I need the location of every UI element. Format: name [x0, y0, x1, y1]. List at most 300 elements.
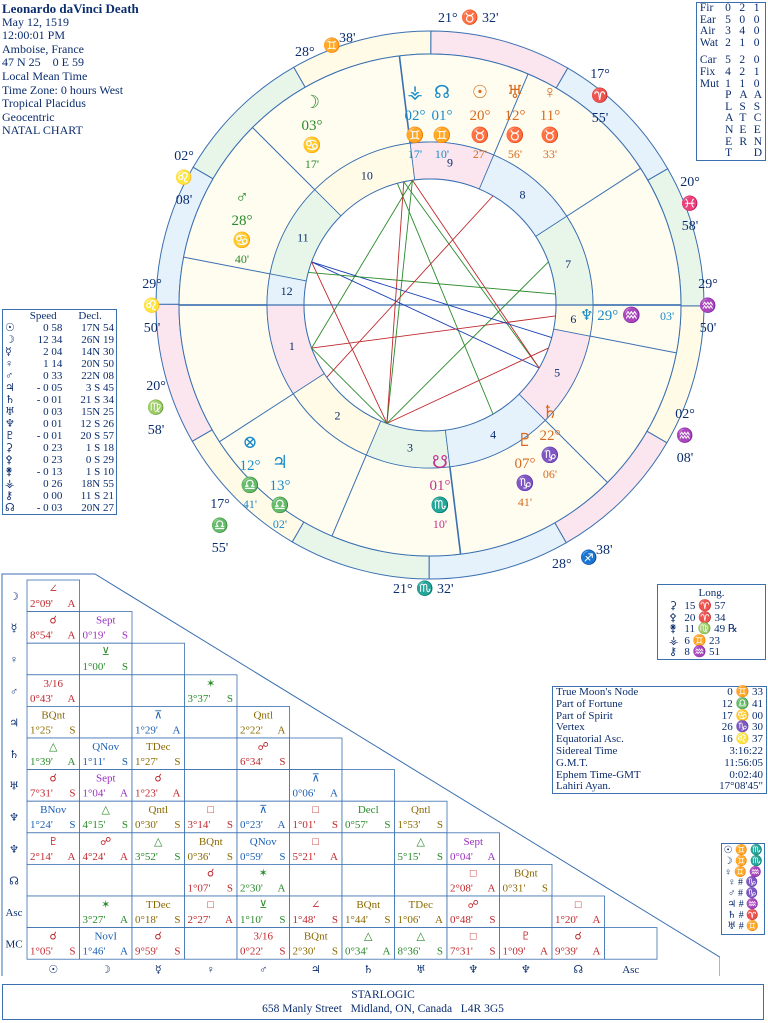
svg-text:♍: ♍	[147, 401, 165, 416]
aspect-type: □	[574, 899, 582, 911]
aspect-applying: S	[331, 819, 338, 832]
grid-cell	[185, 928, 238, 960]
cusp-label-asc	[142, 277, 162, 336]
svg-text:♄: ♄	[541, 402, 559, 422]
aspect-type: □	[312, 804, 320, 817]
header-line: May 12, 1519	[2, 14, 69, 29]
svg-text:12°: 12°	[239, 458, 261, 474]
aspect-orb: 0°22'	[240, 945, 263, 958]
aspect-orb: 1°44'	[345, 914, 368, 926]
row-glyph: ☿	[10, 622, 18, 635]
aspect-applying: A	[435, 914, 443, 926]
aspect-orb: 0°18'	[135, 914, 158, 926]
svg-text:♑: ♑	[515, 476, 535, 492]
col-glyph: ☉	[48, 964, 59, 976]
house-number: 1	[288, 338, 295, 353]
speed-value: 22N 08	[81, 370, 114, 382]
svg-text:38': 38'	[339, 31, 356, 46]
house-number: 4	[490, 427, 497, 442]
chart-header	[2, 2, 139, 138]
aspect-orb: 2°09'	[30, 598, 53, 610]
aspect-orb: 2°08'	[450, 882, 473, 895]
speed-row	[3, 418, 116, 430]
svg-text:♆ 29° ♒: ♆ 29° ♒	[580, 308, 641, 324]
point-label: True Moon's Node	[556, 686, 639, 698]
aspect-applying: S	[226, 819, 233, 832]
speed-value: 0 33	[43, 370, 63, 382]
aspect-type: ☍	[257, 741, 269, 753]
point-value: 0 ♊ 33	[727, 686, 763, 698]
aspect-applying: S	[121, 629, 128, 642]
aspect-type: ♇	[48, 835, 59, 848]
speed-value: 17N 54	[81, 322, 114, 334]
svg-text:♏: ♏	[430, 498, 450, 514]
row-glyph: Asc	[5, 907, 23, 919]
house-number: 3	[406, 440, 413, 455]
aspect-orb: 1°24'	[30, 819, 53, 832]
aspect-type: BNov	[40, 804, 67, 817]
aspect-applying: S	[436, 945, 443, 958]
svg-text:20°: 20°	[680, 175, 700, 190]
svg-text:02°: 02°	[174, 149, 194, 164]
aspect-orb: 2°30'	[292, 945, 316, 958]
svg-text:08': 08'	[676, 451, 694, 466]
aspect-orb: 8°36'	[397, 945, 421, 958]
elements-letter: S	[753, 100, 761, 113]
elements-cell: 4	[725, 65, 731, 78]
elements-cell: 2	[739, 2, 746, 14]
aspect-applying: S	[174, 914, 181, 926]
elements-cell: 5	[725, 13, 731, 26]
longitude-value: 20 ♈ 34	[684, 611, 726, 624]
aspect-applying: S	[489, 914, 496, 926]
col-glyph: ☊	[573, 964, 584, 976]
svg-text:50': 50'	[143, 321, 161, 336]
aspect-applying: A	[67, 629, 76, 642]
svg-text:55': 55'	[591, 111, 609, 126]
aspect-grid	[0, 572, 720, 976]
svg-text:20°: 20°	[146, 379, 166, 394]
aspect-applying: A	[120, 787, 128, 800]
aspect-type: ☌	[574, 930, 582, 943]
aspect-type: BQnt	[513, 867, 538, 880]
aspect-orb: 1°23'	[135, 787, 158, 800]
asteroid-glyph: ⚵	[669, 623, 678, 635]
svg-text:56': 56'	[507, 147, 523, 161]
grid-cell	[80, 864, 133, 896]
point-label: Part of Spirit	[556, 709, 613, 722]
elements-cell: 2	[725, 36, 731, 49]
cusp-label-h8	[680, 175, 700, 234]
aspect-type: ✶	[206, 677, 216, 690]
aspect-applying: S	[541, 882, 548, 895]
col-glyph: ♆	[468, 964, 479, 976]
aspect-orb: 8°54'	[30, 629, 53, 642]
aspect-applying: S	[279, 945, 286, 958]
elements-letter: A	[739, 89, 748, 102]
point-label: Vertex	[556, 721, 585, 734]
aspect-type: □	[469, 867, 477, 880]
svg-text:♌: ♌	[175, 171, 193, 186]
footer-address: 658 Manly Street Midland, ON, Canada L4R 3G5	[262, 1003, 504, 1015]
aspect-type: ☍	[467, 899, 479, 911]
aspect-type: ⊼	[154, 709, 163, 722]
speed-value: 0 23	[43, 442, 63, 454]
aspect-orb: 4°15'	[82, 819, 106, 832]
elements-letter: A	[725, 112, 734, 125]
elements-cell: 2	[739, 65, 746, 78]
grid-cell	[500, 896, 553, 928]
aspect-applying: S	[121, 661, 128, 674]
grid-cell	[132, 864, 185, 896]
row-glyph: ☊	[9, 875, 19, 888]
elements-letter: D	[753, 147, 762, 160]
elements-cell: 0	[753, 77, 760, 90]
speed-value: 12 S 26	[80, 418, 114, 430]
aspect-type: 3/16	[253, 930, 274, 943]
svg-text:♂: ♂	[235, 187, 249, 207]
house-number: 7	[565, 257, 572, 272]
aspect-type: ☌	[154, 930, 162, 943]
elements-cell: 3	[725, 25, 731, 38]
aspect-orb: 1°29'	[135, 724, 158, 737]
speed-row	[3, 334, 116, 346]
aspect-orb: 1°39'	[30, 756, 53, 768]
elements-cell: 1	[753, 2, 760, 14]
grid-cell	[27, 643, 80, 675]
speed-value: 0 01	[43, 418, 63, 430]
aspect-type: □	[312, 835, 320, 848]
speed-header: Speed	[29, 310, 57, 322]
aspect-applying: S	[174, 850, 181, 863]
planet-neptune	[580, 306, 674, 324]
longitudes-title: Long.	[698, 587, 725, 599]
speed-row	[3, 490, 116, 502]
aspect-type: BQnt	[198, 835, 223, 848]
chart-wheel	[140, 8, 720, 608]
svg-text:♊: ♊	[323, 39, 341, 54]
house-number: 5	[554, 365, 561, 380]
svg-text:♈: ♈	[591, 89, 609, 104]
elements-cell: Car	[699, 54, 717, 67]
aspect-orb: 3°52'	[135, 850, 158, 863]
point-label: Lahiri Ayan.	[556, 780, 611, 793]
speed-declination-table	[2, 309, 117, 515]
planet-glyph: ♇	[5, 430, 15, 442]
grid-cell	[80, 706, 133, 738]
svg-text:10': 10'	[434, 147, 450, 161]
elements-cell: Mut	[699, 77, 720, 90]
longitude-value: 8 ♒ 51	[684, 646, 721, 658]
elements-letter	[736, 148, 750, 160]
row-glyph: ☽	[9, 591, 19, 603]
planet-glyph: ☉	[5, 322, 15, 334]
elements-cell: 4	[739, 25, 746, 38]
grid-cell	[395, 864, 448, 896]
elements-letter: L	[725, 100, 733, 113]
grid-cell	[80, 675, 133, 707]
aspect-orb: 1°48'	[292, 914, 316, 926]
speed-value: - 0 05	[36, 382, 63, 394]
aspect-type: Qntl	[253, 709, 274, 722]
speed-value: 20 S 57	[80, 430, 114, 442]
svg-text:♉: ♉	[470, 128, 490, 144]
row-glyph: MC	[5, 938, 23, 951]
aspect-type: ♇	[520, 930, 531, 943]
grid-cell	[132, 643, 185, 675]
speed-value: 15N 25	[81, 406, 114, 418]
elements-letter: E	[739, 123, 747, 136]
svg-text:♒: ♒	[699, 299, 717, 314]
grid-cell	[132, 675, 185, 707]
speed-value: 20N 50	[81, 358, 114, 370]
speed-value: - 0 03	[36, 502, 63, 514]
aspect-orb: 0°19'	[82, 629, 106, 642]
speed-header	[3, 310, 22, 322]
svg-text:♊: ♊	[405, 128, 425, 144]
speed-row	[3, 466, 116, 478]
planet-glyph: ☿	[5, 346, 12, 358]
aspect-orb: 0°04'	[450, 850, 473, 863]
elements-letter: R	[739, 135, 748, 148]
elements-letter: P	[725, 89, 732, 102]
planet-glyph: ☊	[5, 502, 15, 514]
speed-value: 3 S 45	[85, 382, 114, 394]
aspect-orb: 1°00'	[82, 661, 106, 674]
aspect-applying: A	[330, 787, 338, 800]
house-number: 11	[297, 230, 309, 245]
svg-text:58': 58'	[681, 219, 699, 234]
speed-row	[3, 370, 116, 382]
elements-letter: N	[725, 123, 734, 136]
aspect-type: TDec	[146, 899, 171, 911]
row-glyph: ♆	[9, 843, 19, 856]
header-line: Time Zone: 0 hours West	[2, 82, 124, 97]
aspect-applying: S	[331, 914, 338, 926]
aspect-applying: S	[69, 787, 76, 800]
speed-value: 1 S 18	[85, 442, 114, 454]
elements-cell: 5	[725, 54, 731, 67]
aspect-type: ☍	[100, 835, 112, 848]
svg-text:33': 33'	[542, 147, 558, 161]
elements-letter: T	[725, 147, 733, 160]
aspect-type: □	[469, 930, 477, 943]
svg-text:28°: 28°	[231, 213, 253, 229]
aspect-type: ☌	[207, 867, 215, 880]
legend-line: ♀ # ♑	[728, 877, 758, 889]
aspect-applying: A	[277, 882, 286, 895]
aspect-applying: A	[67, 598, 76, 610]
svg-text:⊗: ⊗	[242, 432, 258, 452]
grid-cell	[342, 770, 395, 802]
svg-text:02': 02'	[272, 517, 288, 531]
speed-value: 18N 55	[81, 478, 114, 490]
aspect-orb: 1°46'	[82, 945, 106, 958]
aspect-orb: 1°27'	[135, 756, 158, 768]
longitude-value: 15 ♈ 57	[684, 600, 726, 612]
svg-text:♓: ♓	[681, 197, 699, 212]
planet-glyph: ⚳	[5, 442, 14, 454]
svg-text:21° ♉ 32': 21° ♉ 32'	[438, 11, 499, 26]
svg-text:17': 17'	[407, 147, 423, 161]
planet-glyph: ♅	[5, 406, 15, 418]
cusp-label-mc	[438, 9, 499, 26]
aspect-type: ⊻	[259, 899, 268, 911]
aspect-orb: 7°31'	[30, 787, 53, 800]
aspect-applying: S	[436, 850, 443, 863]
aspect-orb: 0°57'	[345, 819, 368, 832]
aspect-applying: A	[592, 945, 601, 958]
speed-value: - 0 01	[36, 430, 63, 442]
aspect-orb: 0°30'	[135, 819, 158, 832]
aspect-type: △	[416, 930, 425, 943]
aspect-applying: S	[384, 914, 391, 926]
header-line: 12:00:01 PM	[2, 28, 66, 43]
svg-text:01°: 01°	[431, 108, 453, 124]
svg-text:10': 10'	[432, 517, 448, 531]
elements-cell: 1	[739, 77, 746, 90]
elements-letter: N	[753, 135, 762, 148]
planet-glyph: ♃	[5, 382, 15, 394]
aspect-type: BQnt	[356, 899, 381, 911]
speed-row	[3, 394, 116, 406]
aspect-legend	[721, 843, 765, 935]
planet-glyph: ♂	[5, 370, 14, 382]
aspect-orb: 0°48'	[450, 914, 473, 926]
speed-row	[3, 382, 116, 394]
aspect-orb: 1°10'	[240, 914, 263, 926]
cusp-label-h5	[552, 543, 613, 572]
col-glyph: ♄	[363, 964, 374, 976]
aspect-type: ⊼	[259, 804, 268, 817]
speed-row	[3, 430, 116, 442]
point-value: 3:16:22	[729, 744, 763, 757]
svg-text:28°: 28°	[295, 45, 315, 60]
house-number: 6	[570, 311, 577, 326]
footer	[2, 984, 764, 1020]
aspect-applying: A	[120, 945, 128, 958]
legend-line: ♃ # ♒	[727, 898, 759, 910]
aspect-applying: S	[226, 882, 233, 895]
grid-cell	[27, 864, 80, 896]
aspect-type: △	[154, 835, 163, 848]
aspect-applying: S	[384, 819, 391, 832]
svg-text:☊: ☊	[434, 82, 450, 102]
aspect-applying: A	[120, 850, 128, 863]
col-glyph: ♆	[520, 964, 531, 976]
row-glyph: ♄	[9, 749, 19, 761]
aspect-orb: 9°39'	[555, 945, 578, 958]
elements-cell: 0	[753, 36, 760, 49]
aspect-orb: 0°06'	[292, 787, 316, 800]
grid-cell	[342, 864, 395, 896]
aspect-applying: S	[121, 819, 128, 832]
aspect-applying: A	[120, 914, 128, 926]
svg-text:08': 08'	[175, 193, 193, 208]
aspect-applying: A	[487, 882, 496, 895]
aspect-applying: S	[279, 914, 286, 926]
row-glyph: ♆	[9, 812, 19, 825]
speed-value: 0 S 29	[85, 454, 114, 466]
svg-text:07°: 07°	[514, 456, 536, 472]
svg-text:♎: ♎	[240, 478, 260, 494]
speed-value: - 0 01	[36, 394, 63, 406]
svg-text:58': 58'	[147, 423, 165, 438]
aspect-type: Sept	[463, 835, 484, 848]
chart-title: Leonardo daVinci Death	[2, 1, 139, 16]
house-number: 8	[519, 187, 526, 202]
svg-text:♒: ♒	[676, 429, 694, 444]
elements-cell: Ear	[699, 13, 716, 26]
aspect-orb: 3°14'	[187, 819, 211, 832]
speed-value: 21 S 34	[80, 394, 114, 406]
elements-letter: E	[725, 135, 733, 148]
aspect-applying: S	[279, 850, 286, 863]
elements-cell: 1	[739, 36, 746, 49]
svg-text:29°: 29°	[698, 277, 718, 292]
svg-text:27': 27'	[472, 147, 488, 161]
row-glyph: ♀	[9, 654, 19, 667]
svg-text:♋: ♋	[232, 233, 252, 249]
elements-letter: A	[753, 89, 762, 102]
point-value: 17 ♋ 00	[721, 709, 763, 722]
point-value: 11:56:05	[724, 756, 763, 769]
header-line: Local Mean Time	[2, 68, 88, 83]
aspect-type: BQnt	[41, 709, 66, 722]
svg-text:55': 55'	[211, 541, 229, 556]
aspect-applying: A	[487, 850, 496, 863]
aspect-orb: 2°14'	[30, 850, 53, 863]
cusp-label-dsc	[698, 277, 718, 336]
aspect-type: Sept	[95, 614, 116, 627]
header-line: NATAL CHART	[2, 123, 83, 138]
aspect-orb: 0°59'	[240, 850, 263, 863]
aspect-orb: 1°06'	[397, 914, 421, 926]
svg-text:20°: 20°	[469, 108, 491, 124]
speed-row	[3, 406, 116, 418]
speed-value: 0 26	[43, 478, 63, 490]
svg-text:⚶: ⚶	[407, 82, 423, 102]
aspect-orb: 3°27'	[82, 914, 106, 926]
svg-text:♅: ♅	[506, 82, 524, 102]
cusp-label-h2	[146, 379, 166, 438]
grid-cell	[342, 833, 395, 865]
aspect-type: Decl	[357, 804, 379, 817]
planet-glyph: ♆	[5, 418, 15, 430]
speed-row	[3, 442, 116, 454]
grid-cell	[185, 738, 238, 770]
aspect-applying: S	[226, 850, 233, 863]
aspect-applying: A	[277, 724, 286, 737]
aspect-orb: 3°37'	[187, 692, 211, 705]
elements-cell: 0	[725, 2, 731, 14]
svg-text:11°: 11°	[539, 108, 561, 124]
aspect-applying: S	[69, 724, 76, 737]
aspect-type: △	[49, 741, 58, 753]
aspect-applying: S	[174, 819, 181, 832]
svg-text:☽: ☽	[303, 92, 321, 112]
aspect-type: △	[101, 804, 110, 817]
col-glyph: ☽	[100, 964, 111, 976]
aspect-orb: 1°53'	[397, 819, 421, 832]
aspect-applying: S	[121, 756, 128, 768]
svg-text:♉: ♉	[505, 128, 525, 144]
aspect-orb: 7°31'	[450, 945, 473, 958]
aspect-applying: A	[540, 945, 548, 958]
cusp-label-h6	[675, 407, 695, 466]
asteroid-glyph: ⚷	[669, 646, 678, 658]
elements-cell: Wat	[699, 36, 719, 49]
